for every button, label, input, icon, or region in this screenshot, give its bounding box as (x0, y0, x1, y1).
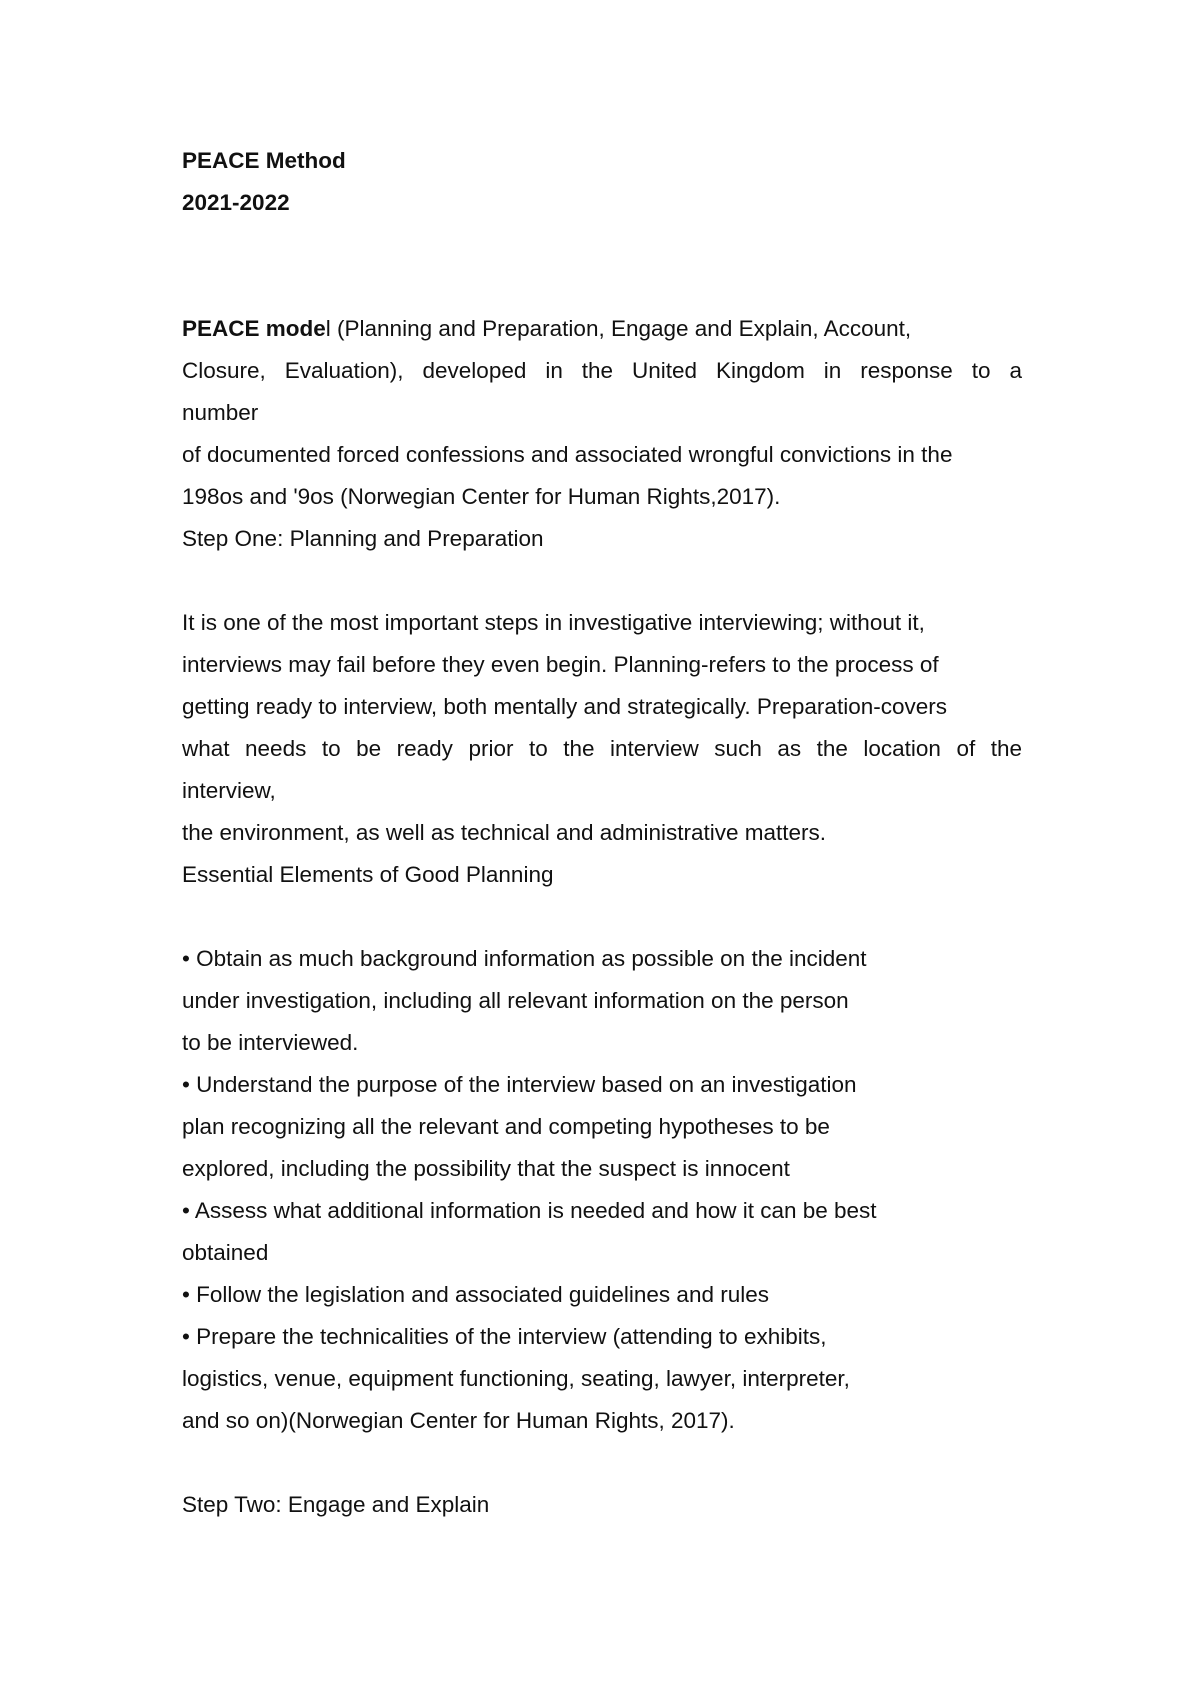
intro-line-3: number (182, 400, 259, 425)
step-one-line-5: interview, (182, 778, 276, 803)
essential-heading: Essential Elements of Good Planning (182, 862, 554, 887)
bullet-line-10: • Prepare the technicalities of the interview (attending to exhibits, (182, 1324, 827, 1349)
intro-bold-prefix: PEACE mode (182, 316, 326, 341)
bullet-line-12: and so on)(Norwegian Center for Human Rights, 2017). (182, 1408, 735, 1433)
document-year: 2021-2022 (182, 190, 290, 215)
step-one-heading: Step One: Planning and Preparation (182, 526, 544, 551)
step-one-line-4: what needs to be ready prior to the interview such as the location of the (182, 736, 1022, 761)
bullet-line-8: obtained (182, 1240, 269, 1265)
bullet-line-2: under investigation, including all relevant information on the person (182, 988, 849, 1013)
intro-line-1-rest: l (Planning and Preparation, Engage and Explain, Account, (325, 316, 912, 341)
bullet-line-3: to be interviewed. (182, 1030, 359, 1055)
spacer (182, 896, 1022, 938)
spacer (182, 560, 1022, 602)
bullet-line-4: • Understand the purpose of the interview based on an investigation (182, 1072, 857, 1097)
intro-line-5: 198os and '9os (Norwegian Center for Human Rights,2017). (182, 484, 781, 509)
intro-line-1 (182, 308, 1022, 350)
step-one-line-3: getting ready to interview, both mentally and strategically. Preparation-covers (182, 694, 947, 719)
document-title: PEACE Method (182, 148, 346, 173)
spacer (182, 1442, 1022, 1484)
intro-line-2: Closure, Evaluation), developed in the United Kingdom in response to a (182, 358, 1022, 383)
bullet-line-7: • Assess what additional information is needed and how it can be best (182, 1198, 877, 1223)
document-body (182, 140, 1022, 1526)
intro-line-4: of documented forced confessions and associated wrongful convictions in the (182, 442, 953, 467)
step-two-heading: Step Two: Engage and Explain (182, 1492, 490, 1517)
step-one-line-1: It is one of the most important steps in investigative interviewing; without it, (182, 610, 925, 635)
bullet-line-6: explored, including the possibility that the suspect is innocent (182, 1156, 790, 1181)
bullet-line-5: plan recognizing all the relevant and competing hypotheses to be (182, 1114, 830, 1139)
step-one-line-6: the environment, as well as technical and administrative matters. (182, 820, 827, 845)
bullet-line-11: logistics, venue, equipment functioning, seating, lawyer, interpreter, (182, 1366, 850, 1391)
step-one-line-2: interviews may fail before they even begin. Planning-refers to the process of (182, 652, 939, 677)
spacer (182, 224, 1022, 308)
bullet-line-1: • Obtain as much background information as possible on the incident (182, 946, 867, 971)
bullet-line-9: • Follow the legislation and associated guidelines and rules (182, 1282, 769, 1307)
